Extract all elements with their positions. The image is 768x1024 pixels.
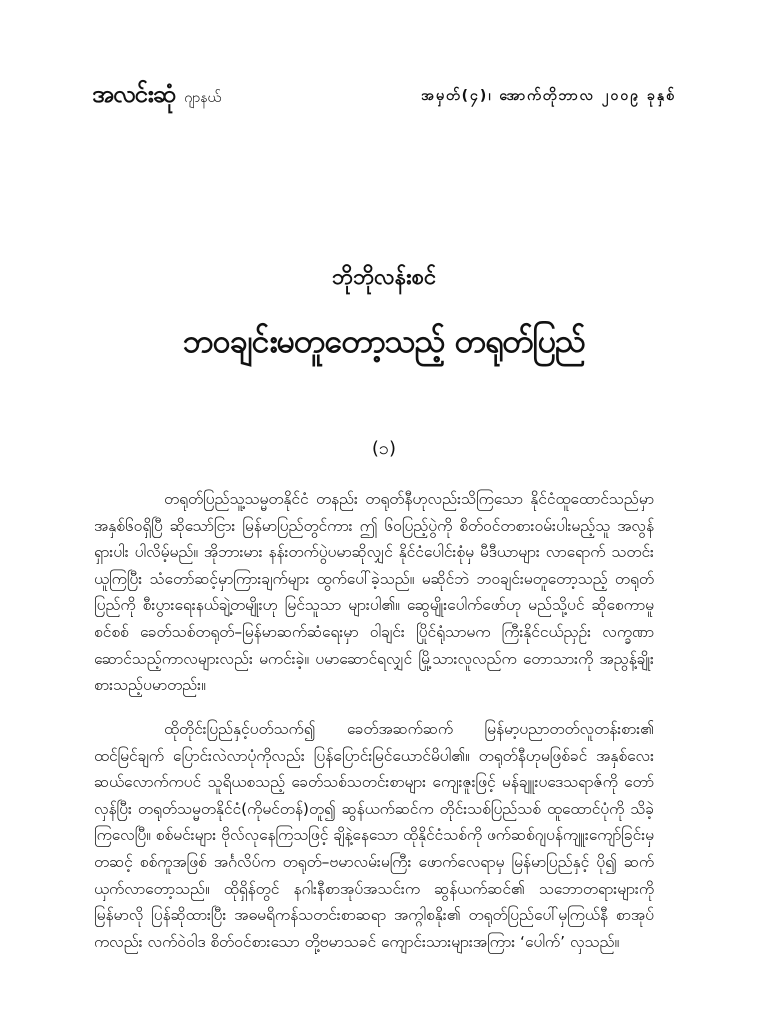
paragraph-1 (94, 486, 654, 699)
paragraph-2 (94, 716, 654, 955)
article-author: ဘိုဘိုလန်းစင် (331, 265, 437, 290)
section-number: (၁) (371, 438, 397, 459)
paragraph-1-text: တရုတ်ပြည်သူ့သမ္မတနိုင်ငံ တနည်း တရုတ်နီဟုလည်းသိကြသော နိုင်ငံထူထောင်သည်မှာ အနှစ်၆၀ရှိပြီ ဆိုသော်ငြား မြန်မာပြည်တွင်ကား ဤ ၆၀ပြည့်ပွဲကို စိတ်ဝင်တစားဝမ်းပါးမည့်သူ အလွန်ရှားပါး ပါလိမ့်မည်။ အိုဘားမား နန်းတက်ပွဲပမာဆိုလျှင် နိုင်ငံပေါင်းစုံမှ မီဒီယာများ လာရောက် သတင်းယူကြပြီး သံတော်ဆင့်မှာကြားချက်များ ထွက်ပေါ်ခဲ့သည်။ မဆိုင်ဘဲ ဘဝချင်းမတူတော့သည့် တရုတ်ပြည်ကို စီးပွားရေးနယ်ချဲ့တမျိုးဟု မြင်သူသာ များပါ၏။ ဆွေမျိုးပေါက်ဖော်ဟု မည်သို့ပင် ဆိုစေကာမူ စင်စစ် ခေတ်သစ်တရုတ်–မြန်မာဆက်ဆံရေးမှာ ဝါချင်း ပြိုင်ရုံသာမက ကြီးနိုင်ငယ်ညှဉ်း လက္ခဏာဆောင်သည့်ကာလများလည်း မကင်းခဲ့။ ပမာဆောင်ရလျှင် မြို့သားလူလည်က တောသားကို အညွန့်ချိုးစားသည့်ပမာတည်း။ (94, 490, 654, 695)
page-header (92, 78, 676, 118)
journal-type: ဂျာနယ် (184, 90, 222, 106)
journal-masthead (92, 78, 221, 114)
article-title: ဘဝချင်းမတူတော့သည့် တရုတ်ပြည် (182, 322, 586, 360)
journal-name: အလင်းဆုံ (92, 80, 176, 108)
paragraph-2-text: ထိုတိုင်းပြည်နှင့်ပတ်သက်၍ ခေတ်အဆက်ဆက် မြန်မာ့ပညာတတ်လူတန်းစား၏ ထင်မြင်ချက် ပြောင်းလဲလာပုံကိုလည်း ပြန်ပြောင်းမြင်ယောင်မိပါ၏။ တရုတ်နီဟုမဖြစ်ခင် အနှစ်လေးဆယ်လောက်ကပင် သူရိယစသည့် ခေတ်သစ်သတင်းစာများ ကျေးဇူးဖြင့် မန်ချူးပဒေသရာဇ်ကို တော်လှန်ပြီး တရုတ်သမ္မတနိုင်ငံ(ကိုမင်တန်)တူ၍ ဆွန်ယက်ဆင်က တိုင်းသစ်ပြည်သစ် ထူထောင်ပုံကို သိခဲ့ကြလေပြီ။ စစ်မင်းများ ဗိုလ်လုနေကြသဖြင့် ချိနဲ့နေသော ထိုနိုင်ငံသစ်ကို ဖက်ဆစ်ဂျပန်ကျူးကျော်ခြင်းမှတဆင့် စစ်ကူအဖြစ် အင်္ဂလိပ်က တရုတ်–ဗမာလမ်းမကြီး ဖောက်လေရာမှ မြန်မာပြည်နှင့် ပို၍ ဆက်ယှက်လာတော့သည်။ ထိုရှိန်တွင် နဂါးနီစာအုပ်အသင်းက ဆွန်ယက်ဆင်၏ သဘောတရားများကို မြန်မာလို ပြန်ဆိုထားပြီး အဓမရိကန်သတင်းစာဆရာ အက္ဂါစနိုး၏ တရုတ်ပြည်ပေါ်မှကြယ်နီ စာအုပ်ကလည်း လက်ဝဲဝါဒ စိတ်ဝင်စားသော တို့ဗမာသခင် ကျောင်းသားများအကြား ‘ပေါက်’ လှသည်။ (94, 720, 654, 951)
issue-info: အမှတ်(၄)၊ အောက်တိုဘာလ ၂၀၀၉ ခုနှစ် (421, 88, 676, 104)
